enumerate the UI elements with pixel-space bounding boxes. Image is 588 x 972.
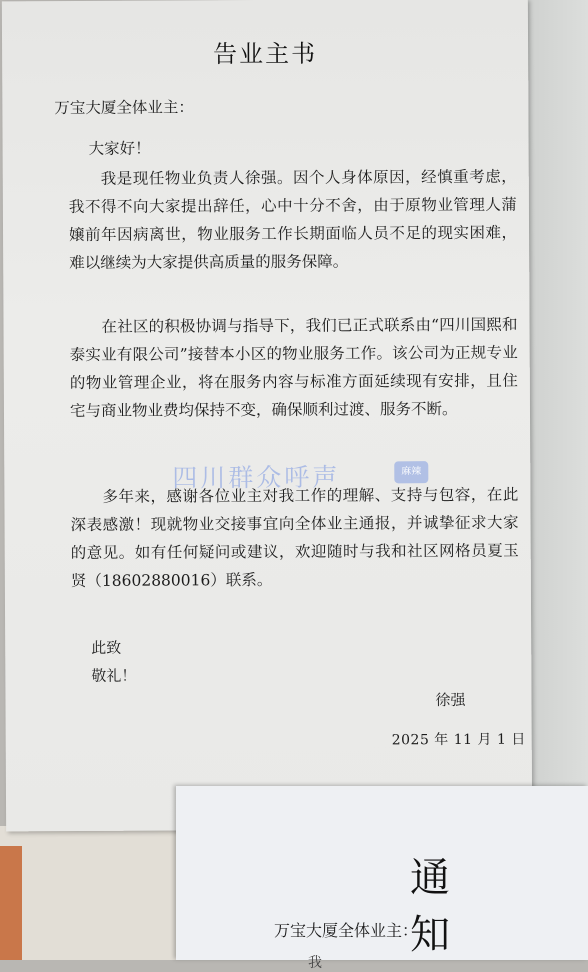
background-orange-strip: [0, 846, 22, 960]
second-notice-cutoff-text: 我: [308, 955, 322, 971]
notice-closing-line-2: 敬礼！: [91, 666, 137, 685]
watermark-text: 四川群众呼声: [172, 462, 341, 493]
background-wall: [528, 0, 588, 790]
notice-paragraph-1: 我是现任物业负责人徐强。因个人身体原因，经慎重考虑，我不得不向大家提出辞任，心中十分不舍，由于原物业管理人蒲嬢前年因病离世，物业服务工作长期面临人员不足的现实困难，难以继续为大家提供高质量的服务保障。: [68, 167, 518, 273]
notice-paragraph-2: 在社区的积极协调与指导下，我们已正式联系由“四川国熙和泰实业有限公司”接替本小区的物业服务工作。该公司为正规专业的物业管理企业，将在服务内容与标准方面延续现有安排，且住宅与商业物业费均保持不变，确保顺利过渡、服务不断。: [69, 315, 518, 421]
background-paper: [0, 826, 180, 960]
second-notice-title: 通知: [410, 855, 504, 958]
notice-closing-line-1: 此致: [91, 638, 122, 657]
notice-signature: 徐强: [435, 690, 466, 710]
notice-salutation: 万宝大厦全体业主：: [54, 98, 194, 118]
notice-greeting: 大家好！: [88, 139, 151, 158]
notice-paragraph-3: 多年来，感谢各位业主对我工作的理解、支持与包容，在此深表感激！现就物业交接事宜向全体业主通报，并诚挚征求大家的意见。如有任何疑问或建议，欢迎随时与我和社区网格员夏玉贤（18602880016）联系。: [70, 485, 519, 591]
watermark-badge: 麻辣: [394, 461, 428, 483]
second-notice-addressee: 万宝大厦全体业主：: [274, 921, 419, 940]
notice-title: 告业主书: [213, 39, 318, 69]
owner-notice-paper: [2, 0, 532, 831]
notice-date: 2025 年 11 月 1 日: [391, 731, 526, 749]
second-notice-paper: [176, 786, 588, 971]
